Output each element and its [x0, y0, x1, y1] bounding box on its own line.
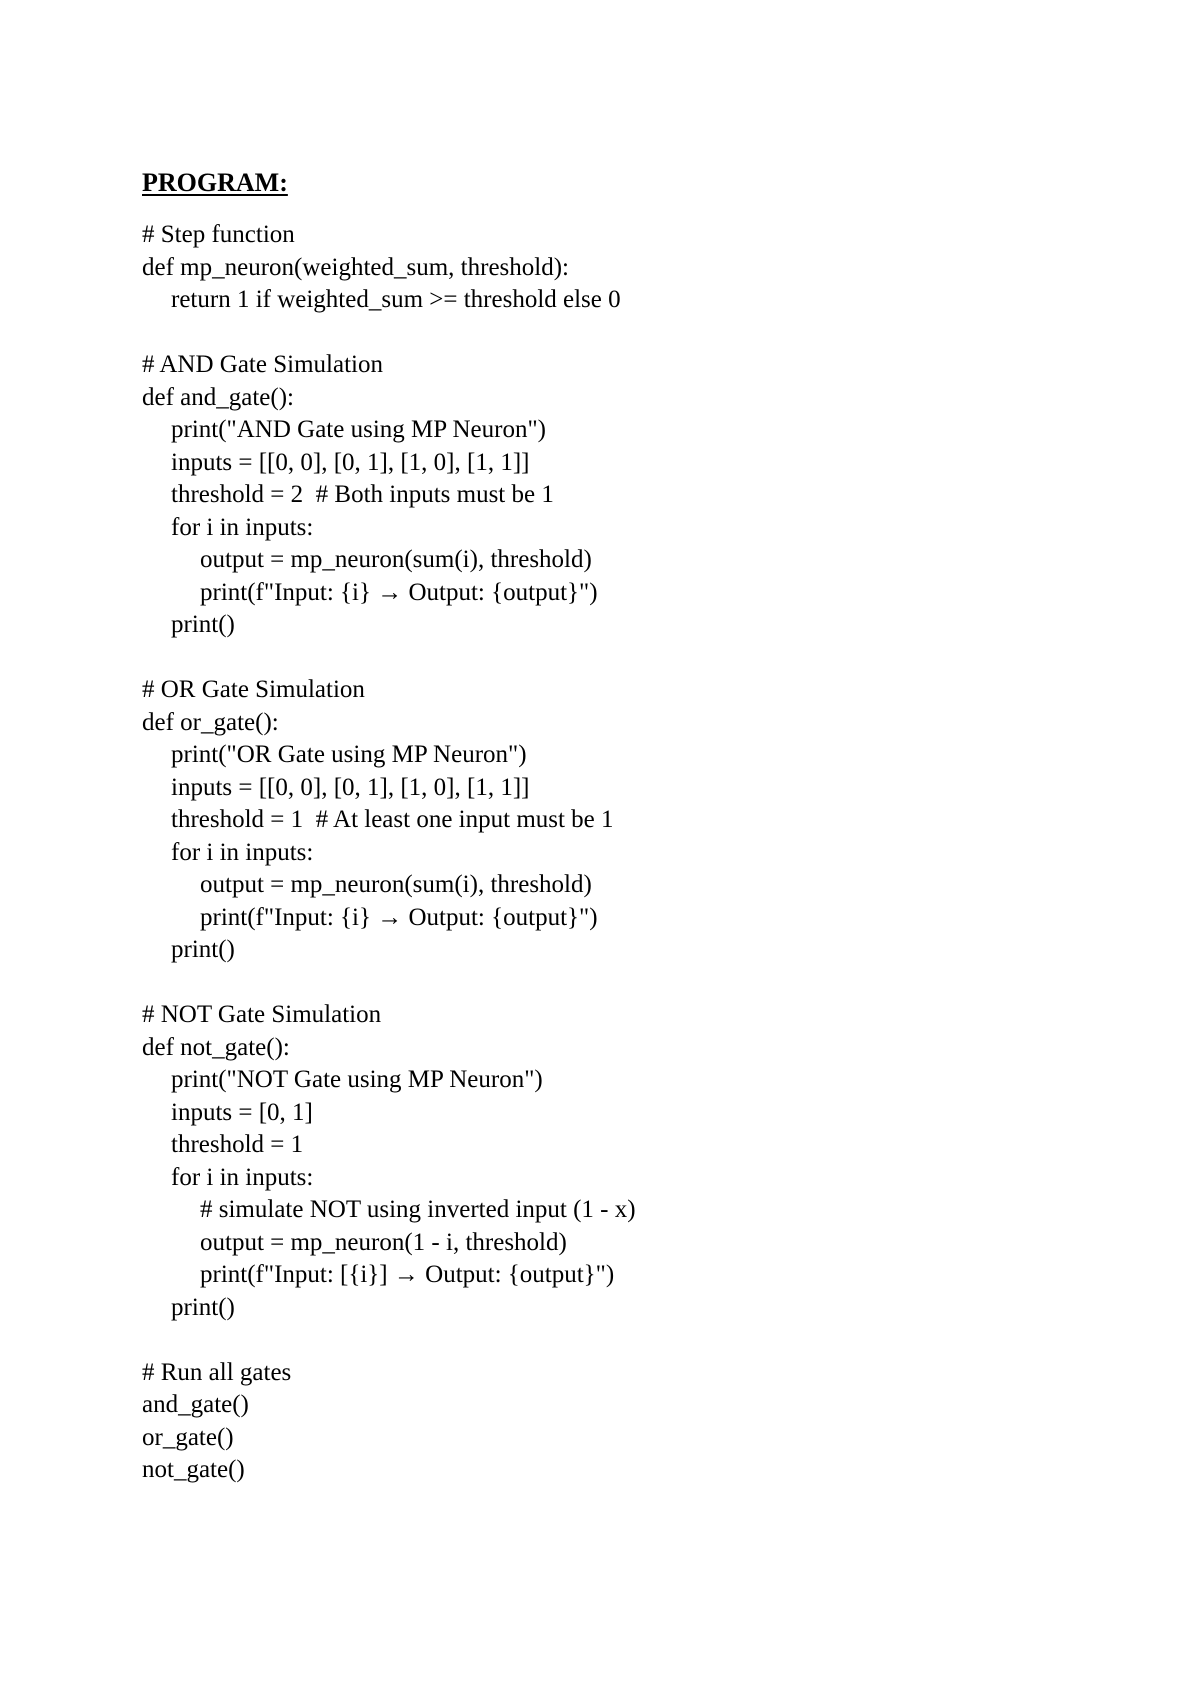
- code-line: threshold = 1 # At least one input must be 1: [171, 806, 614, 833]
- code-line: not_gate(): [142, 1456, 245, 1483]
- code-line: # AND Gate Simulation: [142, 351, 383, 378]
- code-line: inputs = [[0, 0], [0, 1], [1, 0], [1, 1]]: [171, 773, 530, 801]
- code-line: # NOT Gate Simulation: [142, 1001, 382, 1028]
- code-line: def mp_neuron(weighted_sum, threshold):: [142, 253, 569, 281]
- blank-line: [142, 1324, 636, 1357]
- code-line: # Run all gates: [142, 1358, 292, 1386]
- code-line: # simulate NOT using inverted input (1 - x): [200, 1196, 636, 1223]
- code-line: print("AND Gate using MP Neuron"): [171, 416, 546, 443]
- code-line: output = mp_neuron(sum(i), threshold): [200, 871, 592, 898]
- code-line: threshold = 1: [171, 1131, 304, 1158]
- code-line: and_gate(): [142, 1391, 249, 1418]
- code-line: for i in inputs:: [171, 838, 314, 866]
- code-line: print(f"Input: [{i}] → Output: {output}"): [200, 1261, 615, 1288]
- code-line: def not_gate():: [142, 1033, 290, 1061]
- code-line: def or_gate():: [142, 708, 279, 736]
- code-line: print(f"Input: {i} → Output: {output}"): [200, 903, 598, 931]
- code-line: or_gate(): [142, 1423, 234, 1451]
- code-line: inputs = [[0, 0], [0, 1], [1, 0], [1, 1]]: [171, 448, 530, 476]
- code-line: print("NOT Gate using MP Neuron"): [171, 1066, 543, 1093]
- code-line: for i in inputs:: [171, 1163, 314, 1191]
- code-line: print(): [171, 1293, 235, 1321]
- code-line: def and_gate():: [142, 383, 295, 411]
- code-line: threshold = 2 # Both inputs must be 1: [171, 481, 554, 508]
- code-line: print(): [171, 936, 235, 963]
- code-listing: [142, 219, 636, 1487]
- blank-line: [142, 642, 636, 675]
- code-line: output = mp_neuron(1 - i, threshold): [200, 1228, 567, 1256]
- page-title: PROGRAM:: [142, 168, 288, 197]
- code-line: for i in inputs:: [171, 513, 314, 541]
- code-line: return 1 if weighted_sum >= threshold else 0: [171, 286, 621, 313]
- code-line: # Step function: [142, 221, 295, 248]
- code-line: # OR Gate Simulation: [142, 676, 365, 703]
- code-line: print(f"Input: {i} → Output: {output}"): [200, 578, 598, 606]
- code-line: print("OR Gate using MP Neuron"): [171, 741, 527, 768]
- blank-line: [142, 967, 636, 1000]
- code-line: print(): [171, 611, 235, 638]
- code-line: output = mp_neuron(sum(i), threshold): [200, 546, 592, 573]
- blank-line: [142, 317, 636, 350]
- code-line: inputs = [0, 1]: [171, 1098, 313, 1126]
